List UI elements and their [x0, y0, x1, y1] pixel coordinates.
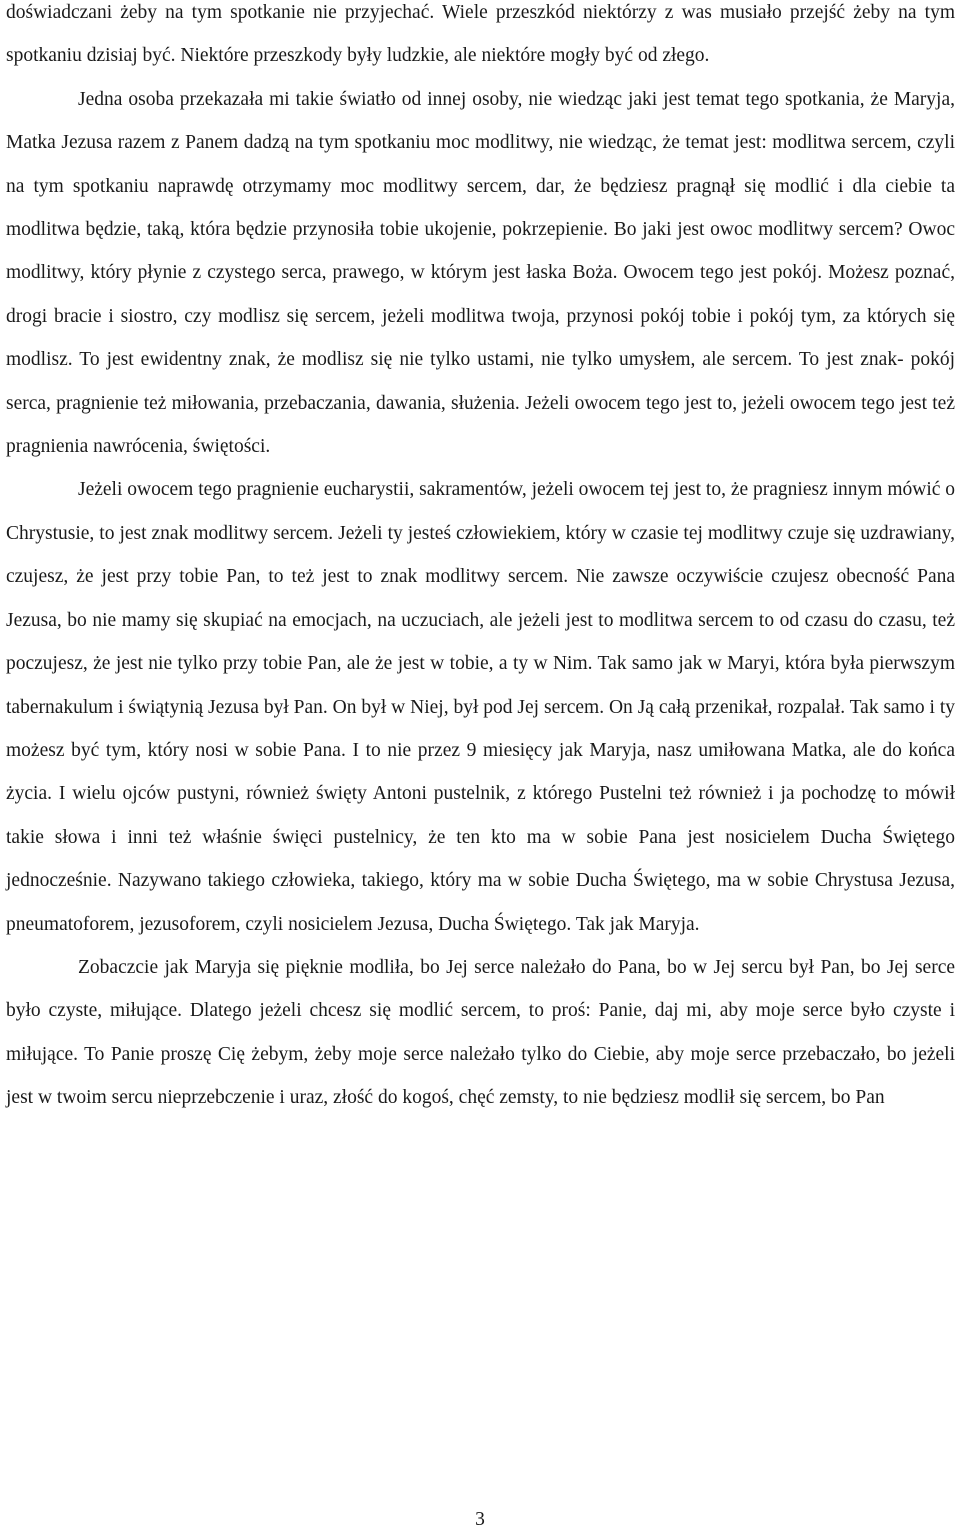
paragraph-1: doświadczani żeby na tym spotkanie nie przyjechać. Wiele przeszkód niektórzy z was musiało przejść żeby na tym spotkaniu dzisiaj być. Niektóre przeszkody były ludzkie, ale niektóre mogły być od złego. [6, 2, 955, 67]
page-number: 3 [475, 1509, 485, 1530]
paragraph-4: Zobaczcie jak Maryja się pięknie modliła, bo Jej serce należało do Pana, bo w Jej sercu był Pan, bo Jej serce było czyste, miłujące. Dlatego jeżeli chcesz się modlić sercem, to proś: Panie, daj mi, aby moje serce było czyste i miłujące. To Panie proszę Cię żebym, żeby moje serce należało tylko do Ciebie, aby moje serce przebaczało, bo jeżeli jest w twoim sercu nieprzebczenie i uraz, złość do kogoś, chęć zemsty, to nie będziesz modlił się sercem, bo Pan [6, 956, 955, 1109]
paragraph-2: Jedna osoba przekazała mi takie światło od innej osoby, nie wiedząc jaki jest temat tego spotkania, że Maryja, Matka Jezusa razem z Panem dadzą na tym spotkaniu moc modlitwy, nie wiedząc, że temat jest: modlitwa sercem, czyli na tym spotkaniu naprawdę otrzymamy moc modlitwy sercem, dar, że będziesz pragnął się modlić i dla ciebie ta modlitwa będzie, taką, która będzie przynosiła tobie ukojenie, pokrzepienie. Bo jaki jest owoc modlitwy sercem? Owoc modlitwy, który płynie z czystego serca, prawego, w którym jest łaska Boża. Owocem tego jest pokój. Możesz poznać, drogi bracie i siostro, czy modlisz się sercem, jeżeli modlitwa twoja, przynosi pokój tobie i pokój tym, za których się modlisz. To jest ewidentny znak, że modlisz się nie tylko ustami, nie tylko umysłem, ale sercem. To jest znak- pokój serca, pragnienie też miłowania, przebaczania, dawania, służenia. Jeżeli owocem tego jest to, jeżeli owocem tego jest też pragnienia nawrócenia, świętości. [6, 88, 955, 458]
document-body [6, 0, 955, 1120]
paragraph-3: Jeżeli owocem tego pragnienie eucharystii, sakramentów, jeżeli owocem tej jest to, że pragniesz innym mówić o Chrystusie, to jest znak modlitwy sercem. Jeżeli ty jesteś człowiekiem, który w czasie tej modlitwy czuje się uzdrawiany, czujesz, że jest przy tobie Pan, to też jest to znak modlitwy sercem. Nie zawsze oczywiście czujesz obecność Pana Jezusa, bo nie mamy się skupiać na emocjach, na uczuciach, ale jeżeli jest to modlitwa sercem to od czasu do czasu, też poczujesz, że jest nie tylko przy tobie Pan, ale że jest w tobie, a ty w Nim. Tak samo jak w Maryi, która była pierwszym tabernakulum i świątynią Jezusa był Pan. On był w Niej, był pod Jej sercem. On Ją całą przenikał, rozpalał. Tak samo i ty możesz być tym, który nosi w sobie Pana. I to nie przez 9 miesięcy jak Maryja, nasz umiłowana Matka, ale do końca życia. I wielu ojców pustyni, również święty Antoni pustelnik, z którego Pustelni też również i ja pochodzę to mówił takie słowa i inni też właśnie święci pustelnicy, że ten kto ma w sobie Pana jest nosicielem Ducha Świętego jednocześnie. Nazywano takiego człowieka, takiego, który ma w sobie Ducha Świętego, ma w sobie Chrystusa Jezusa, pneumatoforem, jezusoforem, czyli nosicielem Jezusa, Ducha Świętego. Tak jak Maryja. [6, 479, 956, 935]
